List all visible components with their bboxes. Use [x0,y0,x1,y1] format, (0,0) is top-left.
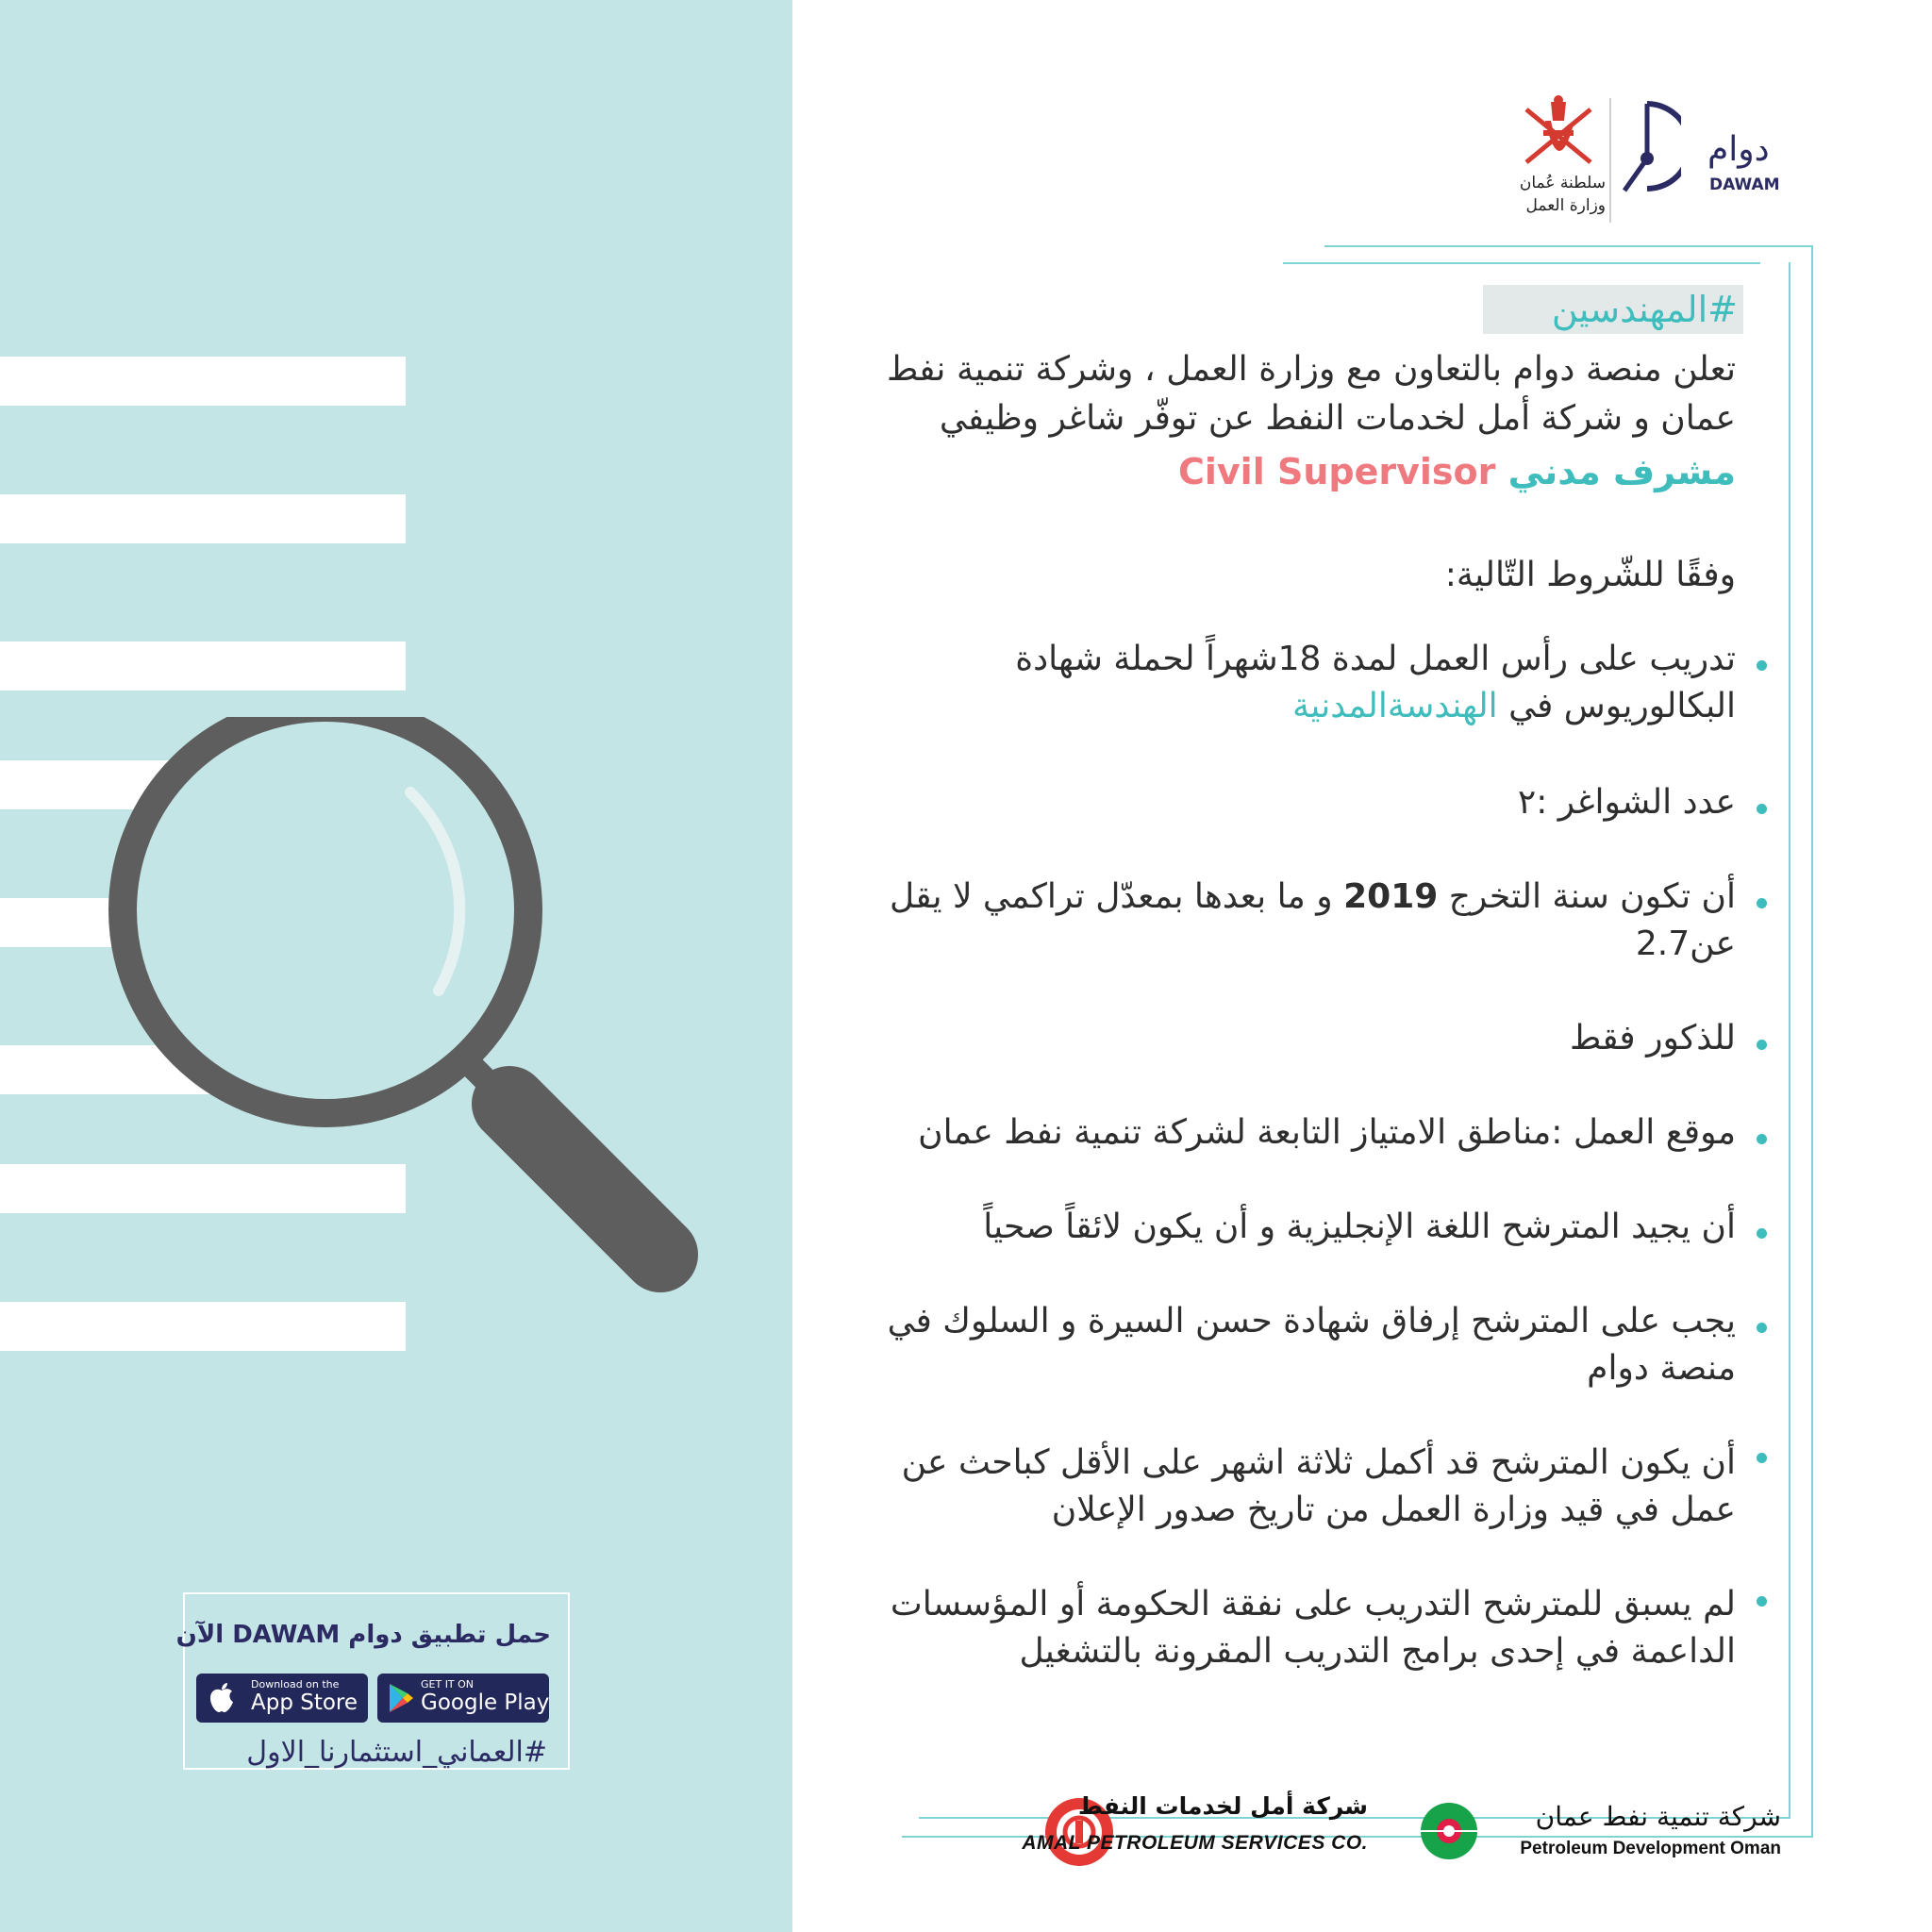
google-play-button[interactable] [377,1674,549,1723]
bullet-dot [1757,1040,1767,1050]
condition-conduct-certificate: يجب على المترشح إرفاق شهادة حسن السيرة و السلوك في منصة دوام [887,1302,1736,1388]
amal-english-name: AMAL PETROLEUM SERVICES CO. [1022,1832,1368,1854]
pdo-english-name: Petroleum Development Oman [1520,1839,1781,1858]
bullet-dot [1757,1453,1767,1463]
google-play-small-label: GET IT ON [421,1678,475,1690]
amal-arabic-name: شركة أمل لخدمات النفط [1077,1792,1368,1820]
logo-divider [1609,98,1611,223]
ministry-of-labour-logo [1507,92,1609,225]
bullet-dot [1757,1323,1767,1333]
app-download-title: حمل تطبيق دوام DAWAM الآن [175,1621,551,1649]
google-play-label: Google Play [421,1690,550,1715]
ministry-logo-sultanate: سلطنة عُمان [1519,174,1606,192]
app-store-small-label: Download on the [251,1678,340,1690]
job-title-english: Civil Supervisor [1178,451,1496,492]
condition-graduation-year: 2019 [1343,877,1439,916]
decor-stripe [0,494,406,543]
frame-line [1324,245,1813,247]
condition-job-seeker: أن يكون المترشح قد أكمل ثلاثة اشهر على الأقل كباحث عن عمل في قيد وزارة العمل من تاريخ صدور الإعلان [901,1443,1736,1529]
job-title-line [887,447,1736,496]
condition-training [887,636,1736,730]
condition-graduation [887,874,1736,968]
apple-icon [208,1681,236,1715]
pdo-logo [1411,1797,1789,1863]
condition-males-only: للذكور فقط [1570,1019,1736,1058]
amal-logo [1022,1792,1375,1870]
job-title-arabic: مشرف مدني [1507,451,1736,492]
ministry-logo-ministry: وزارة العمل [1525,196,1606,215]
bullet-dot [1757,898,1767,908]
bullet-dot [1757,660,1767,671]
frame-line [1283,262,1760,264]
category-hashtag[interactable]: #المهندسين [1551,289,1738,330]
pdo-arabic-name: شركة تنمية نفط عمان [1535,1801,1781,1832]
dawam-logo [1621,98,1780,202]
dawam-latin-name: DAWAM [1709,175,1780,194]
app-download-box [175,1592,570,1770]
condition-training-text: تدريب على رأس العمل لمدة 18شهراً لحملة شهادة البكالوريوس في [1015,640,1736,725]
google-play-icon [387,1682,415,1714]
dawam-clock-icon [1621,98,1681,202]
magnifying-glass-icon [104,717,726,1321]
condition-no-prior-training: لم يسبق للمترشح التدريب على نفقة الحكومة أو المؤسسات الداعمة في إحدى برامج التدريب المقرونة بالتشغيل [890,1585,1736,1671]
category-tag-box [1483,285,1743,334]
pdo-emblem-icon [1411,1797,1487,1863]
condition-graduation-text-2: و ما بعدها بمعدّل تراكمي لا يقل عن2.7 [890,877,1736,963]
condition-graduation-text-1: أن تكون سنة التخرج [1448,877,1736,916]
announcement-intro: تعلن منصة دوام بالتعاون مع وزارة العمل ، وشركة تنمية نفط عمان و شركة أمل لخدمات النفط عن توفّر شاغر وظيفي [887,350,1736,438]
conditions-heading: وفقًا للشّروط التّالية: [1444,556,1736,594]
campaign-hashtag[interactable]: #العماني_استثمارنا_الاول [246,1736,547,1769]
decor-stripe [0,641,406,691]
bullet-dot [1757,804,1767,814]
frame-line [1789,262,1790,1819]
app-store-label: App Store [251,1690,358,1715]
condition-english-fitness: أن يجيد المترشح اللغة الإنجليزية و أن يكون لائقاً صحياً [983,1208,1736,1246]
bullet-dot [1757,1134,1767,1144]
app-store-button[interactable] [196,1674,368,1723]
condition-training-major: الهندسةالمدنية [1292,687,1498,725]
left-panel [0,0,792,1932]
frame-line [1811,245,1813,1838]
condition-work-location: موقع العمل :مناطق الامتياز التابعة لشركة تنمية نفط عمان [918,1113,1736,1152]
condition-vacancies: عدد الشواغر :٢ [1517,783,1736,822]
dawam-arabic-name: دوام [1707,130,1770,169]
bullet-dot [1757,1228,1767,1239]
oman-emblem-icon [1507,92,1609,175]
bullet-dot [1757,1596,1767,1607]
decor-stripe [0,357,406,406]
